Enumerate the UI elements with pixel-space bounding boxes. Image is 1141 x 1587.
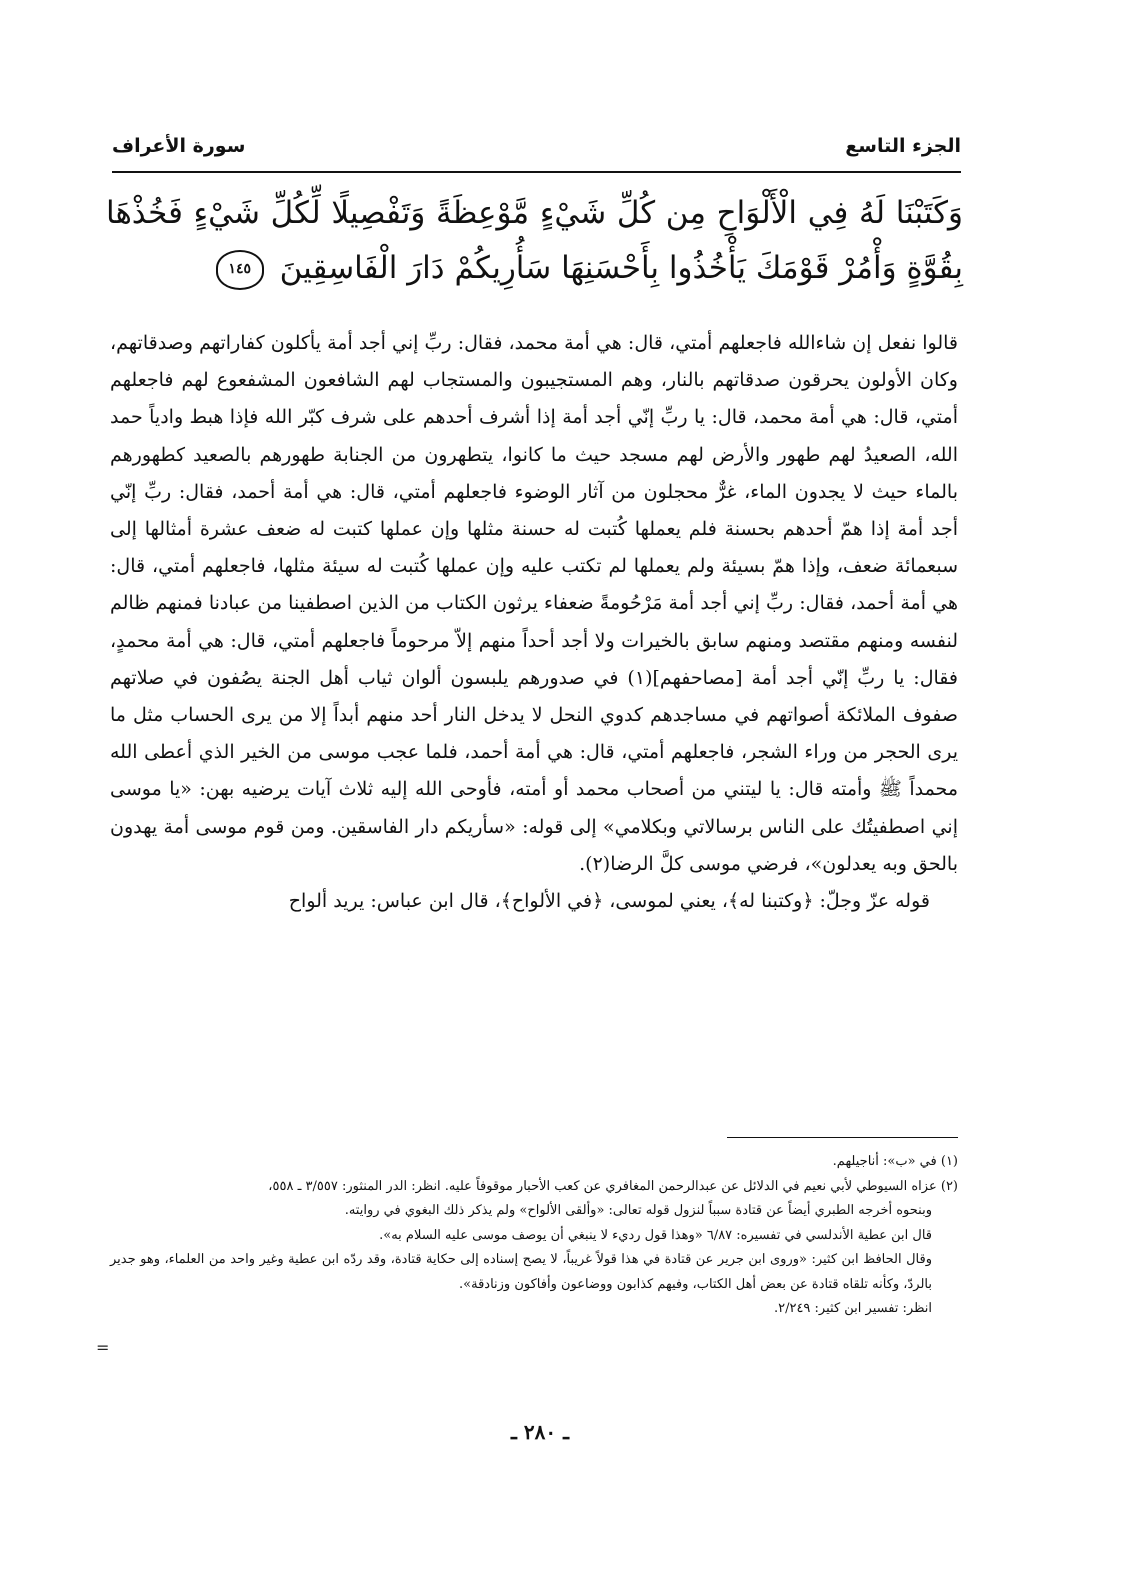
commentary-paragraph-1: قالوا نفعل إن شاءالله فاجعلهم أمتي، قال: هي أمة محمد، فقال: ربِّ إني أجد أمة يأكلون كفاراتهم وصدقاتهم، وكان الأولون يحرقون صدقاتهم بالنار، وهم المستجيبون والمستجاب لهم الشافعون المشفعوع لهم فاجعلهم أمتي، قال: هي أمة محمد، قال: يا ربِّ إنّي أجد أمة إذا أشرف أحدهم على شرف كبّر الله فإذا هبط وادياً حمد الله، الصعيدُ لهم طهور والأرض لهم مسجد حيث ما كانوا، يتطهرون من الجنابة طهورهم بالصعيد كطهورهم بالماء حيث لا يجدون الماء، غرٌّ محجلون من آثار الوضوء فاجعلهم أمتي، قال: هي أمة أحمد، فقال: ربِّ إنّي أجد أمة إذا همّ أحدهم بحسنة فلم يعملها كُتبت له حسنة مثلها وإن عملها كتبت له ضعف عشرة أمثالها إلى سبعمائة ضعف، وإذا همّ بسيئة ولم يعملها لم تكتب عليه وإن عملها كُتبت له سيئة مثلها، فاجعلهم أمتي، قال: هي أمة أحمد، فقال: ربِّ إني أجد أمة مَرْحُومةً ضعفاء يرثون الكتاب من الذين اصطفينا من عبادنا فمنهم ظالم لنفسه ومنهم مقتصد ومنهم سابق بالخيرات ولا أجد أحداً منهم إلاّ مرحوماً فاجعلهم أمتي، قال: هي أمة محمدٍ، فقال: يا ربِّ إنّي أجد أمة [مصاحفهم](١) في صدورهم يلبسون ألوان ثياب أهل الجنة يصُفون في صلاتهم صفوف الملائكة أصواتهم في مساجدهم كدوي النحل لا يدخل النار أحد منهم أبداً إلا من يرى الحساب مثل ما يرى الحجر من وراء الشجر، فاجعلهم أمتي، قال: هي أمة أحمد، فلما عجب موسى من الخير الذي أعطى الله محمداً ﷺ وأمته قال: يا ليتني من أصحاب محمد أو أمته، فأوحى الله إليه ثلاث آيات يرضيه بهن: «يا موسى إني اصطفيتُك على الناس برسالاتي وبكلامي» إلى قوله: «سأريكم دار الفاسقين. ومن قوم موسى أمة يهدون بالحق وبه يعدلون»، فرضي موسى كلَّ الرضا(٢). xyxy=(110,332,958,875)
footnotes xyxy=(110,1150,958,1322)
header-divider xyxy=(112,171,961,173)
quran-verse xyxy=(106,186,963,296)
footnote-2-line-4: وقال الحافظ ابن كثير: «وروى ابن جرير عن قتادة في هذا قولاً غريباً، لا يصح إسناده إلى حكاية قتادة، وقد ردّه ابن عطية وغير واحد من العلماء، وهو جدير بالردّ، وكأنه تلقاه قتادة عن بعض أهل الكتاب، وفيهم كذابون ووضاعون وأفاكون وزنادقة». xyxy=(110,1252,932,1292)
ayah-number: ١٤٥ xyxy=(228,261,251,277)
footnote-2-line-2: وبنحوه أخرجه الطبري أيضاً عن قتادة سبباً لنزول قوله تعالى: «وألقى الألواح» ولم يذكر ذلك البغوي في روايته. xyxy=(344,1203,932,1218)
part-title: الجزء التاسع xyxy=(845,135,961,157)
commentary-body xyxy=(110,325,958,920)
footnote-2-line-5: انظر: تفسير ابن كثير: ٢/٢٤٩. xyxy=(773,1301,932,1316)
running-header xyxy=(112,126,961,166)
ayah-number-marker xyxy=(216,250,264,290)
margin-mark: = xyxy=(96,1338,110,1357)
footnote-1: (١) في «ب»: أناجيلهم. xyxy=(832,1154,958,1169)
footnote-2-line-3: قال ابن عطية الأندلسي في تفسيره: ٦/٨٧ «وهذا قول رديء لا ينبغي أن يوصف موسى عليه السلام به». xyxy=(379,1227,932,1243)
surah-title: سورة الأعراف xyxy=(112,135,246,157)
footnote-2: (٢) عزاه السيوطي لأبي نعيم في الدلائل عن عبدالرحمن المغافري عن كعب الأحبار موقوفاً عليه. انظر: الدر المنثور: ٣/٥٥٧ ـ ٥٥٨، xyxy=(268,1178,958,1194)
footnote-divider xyxy=(727,1137,958,1138)
page-number: ـ ٢٨٠ ـ xyxy=(511,1420,569,1444)
commentary-paragraph-2: قوله عزّ وجلّ: ﴿وكتبنا له﴾، يعني لموسى، ﴿في الألواح﴾، قال ابن عباس: يريد ألواح xyxy=(288,890,930,913)
verse-text: وَكَتَبْنَا لَهُ فِي الْأَلْوَاحِ مِن كُلِّ شَيْءٍ مَّوْعِظَةً وَتَفْصِيلًا لِّكُلِّ شَيْءٍ فَخُذْهَا بِقُوَّةٍ وَأْمُرْ قَوْمَكَ يَأْخُذُوا بِأَحْسَنِهَا سَأُرِيكُمْ دَارَ الْفَاسِقِينَ xyxy=(106,195,963,286)
